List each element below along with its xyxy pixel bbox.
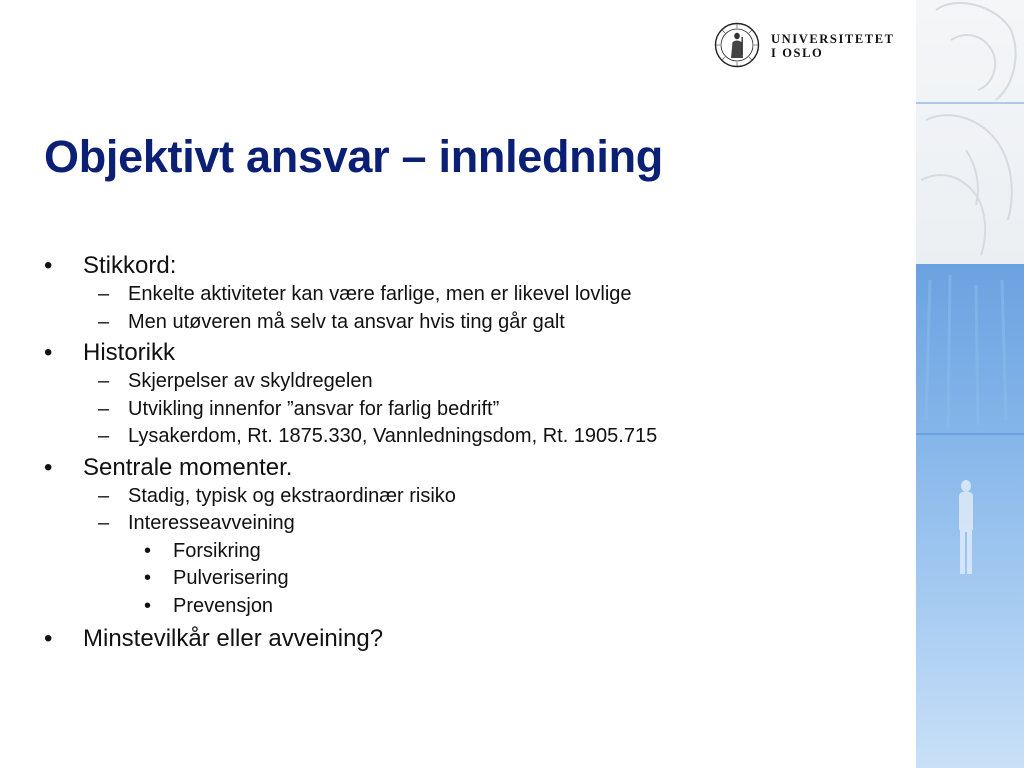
bullet-dot-icon: • (44, 625, 53, 652)
sub-sub-bullet-text: Pulverisering (173, 567, 289, 589)
sub-sub-bullet-item (44, 593, 904, 621)
sub-bullet-item (44, 309, 904, 337)
bullet-dot-icon: • (44, 339, 53, 366)
bullet-text: Minstevilkår eller avveining? (83, 625, 384, 652)
university-name-line2: I OSLO (771, 46, 824, 60)
university-name (771, 32, 895, 60)
sub-sub-bullet-list (44, 538, 904, 621)
university-seal-icon (714, 22, 760, 68)
bullet-text: Stikkord: (83, 252, 177, 279)
dash-icon: – (98, 512, 110, 534)
bullet-text: Historikk (83, 339, 176, 366)
sub-sub-bullet-item (44, 538, 904, 566)
dash-icon: – (98, 310, 110, 333)
dash-icon: – (98, 283, 110, 305)
sub-bullet-text: Lysakerdom, Rt. 1875.330, Vannledningsdom, Rt. 1905.715 (128, 425, 658, 447)
university-logo (714, 22, 904, 70)
bullet-text: Sentrale momenter. (83, 453, 293, 481)
sub-bullet-text: Utvikling innenfor ”ansvar for farlig bedrift” (128, 397, 500, 420)
sub-bullet-text: Interesseavveining (128, 512, 295, 534)
sub-bullet-item (44, 368, 904, 396)
bullet-dot-icon: • (44, 453, 53, 481)
bullet-item (44, 338, 904, 451)
bullet-item (44, 251, 904, 336)
bullet-item (44, 624, 904, 654)
small-bullet-dot-icon: • (144, 594, 152, 617)
dash-icon: – (98, 425, 110, 447)
sub-sub-bullet-text: Prevensjon (173, 594, 274, 617)
sub-bullet-item (44, 281, 904, 309)
sub-bullet-text: Men utøveren må selv ta ansvar hvis ting går galt (128, 310, 565, 333)
statue-relief-icon (916, 0, 1024, 768)
sub-sub-bullet-text: Forsikring (173, 539, 261, 562)
bullet-dot-icon: • (44, 252, 53, 279)
sub-bullet-list (44, 368, 904, 451)
university-name-line1: UNIVERSITETET (771, 32, 895, 46)
dash-icon: – (98, 484, 110, 507)
sub-bullet-item (44, 423, 904, 451)
dash-icon: – (98, 370, 110, 392)
dash-icon: – (98, 397, 110, 420)
sub-bullet-list (44, 281, 904, 336)
slide-title: Objektivt ansvar – innledning (44, 131, 663, 182)
decorative-side-band (916, 0, 1024, 768)
sub-bullet-text: Stadig, typisk og ekstraordinær risiko (128, 484, 456, 507)
sub-bullet-list (44, 483, 904, 621)
small-bullet-dot-icon: • (144, 567, 152, 589)
slide-content (44, 249, 904, 654)
sub-sub-bullet-item (44, 565, 904, 593)
sub-bullet-text: Enkelte aktiviteter kan være farlige, men er likevel lovlige (128, 283, 632, 305)
small-bullet-dot-icon: • (144, 539, 152, 562)
bullet-item (44, 453, 904, 621)
sub-bullet-item (44, 396, 904, 424)
bullet-list (44, 251, 904, 654)
sub-bullet-item (44, 483, 904, 511)
sub-bullet-item (44, 510, 904, 620)
sub-bullet-text: Skjerpelser av skyldregelen (128, 370, 373, 392)
